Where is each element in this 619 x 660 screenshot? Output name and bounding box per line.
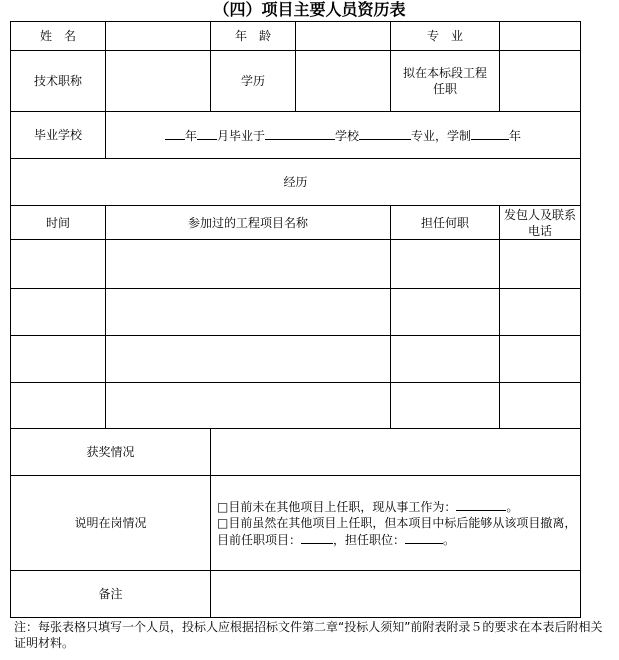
col-role: 担任何职 (391, 206, 500, 240)
year-text: 年 (184, 128, 197, 143)
age-label: 年 龄 (211, 22, 296, 51)
onduty-option-2[interactable] (217, 515, 578, 548)
cell[interactable] (500, 240, 581, 289)
col-contact: 发包人及联系电话 (500, 206, 581, 240)
graduation-info[interactable] (106, 112, 581, 159)
education-field[interactable] (296, 51, 391, 112)
experience-header: 经历 (11, 159, 581, 206)
footnote: 注：每张表格只填写一个人员，投标人应根据招标文件第二章“投标人须知”前附表附录５的要求在本表后附相关证明材料。 (14, 620, 603, 650)
table-row (11, 383, 581, 429)
major-text: 专业，学制 (411, 128, 472, 143)
onduty-label: 说明在岗情况 (11, 476, 211, 571)
resume-table (10, 21, 581, 618)
cell[interactable] (11, 289, 106, 336)
onduty-option-1[interactable] (217, 498, 578, 515)
cell[interactable] (391, 336, 500, 383)
table-row (11, 240, 581, 289)
cell[interactable] (500, 289, 581, 336)
name-field[interactable] (106, 22, 211, 51)
major-field[interactable] (500, 22, 581, 51)
cell[interactable] (106, 240, 391, 289)
opt2-mid: ，担任职位： (333, 533, 406, 547)
cell[interactable] (391, 383, 500, 429)
cell[interactable] (106, 289, 391, 336)
table-row (11, 289, 581, 336)
col-time: 时间 (11, 206, 106, 240)
cell[interactable] (500, 336, 581, 383)
opt1-end: 。 (506, 500, 519, 514)
remarks-field[interactable] (211, 571, 581, 618)
cell[interactable] (500, 383, 581, 429)
tech-title-label: 技术职称 (11, 51, 106, 112)
awards-label: 获奖情况 (11, 429, 211, 476)
table-row (11, 336, 581, 383)
years-text: 年 (509, 128, 522, 143)
tech-title-field[interactable] (106, 51, 211, 112)
cell[interactable] (106, 383, 391, 429)
age-field[interactable] (296, 22, 391, 51)
opt1-text: □目前未在其他项目上任职，现从事工作为： (217, 500, 457, 514)
cell[interactable] (11, 383, 106, 429)
cell[interactable] (106, 336, 391, 383)
proposed-role-field[interactable] (500, 51, 581, 112)
cell[interactable] (391, 240, 500, 289)
col-project: 参加过的工程项目名称 (106, 206, 391, 240)
school-label: 毕业学校 (11, 112, 106, 159)
onduty-options[interactable] (211, 476, 581, 571)
education-label: 学历 (211, 51, 296, 112)
opt2-end: 。 (443, 533, 456, 547)
proposed-role-label: 拟在本标段工程任职 (391, 51, 500, 112)
opt2-text: □目前虽然在其他项目上任职，但本项目中标后能够从该项目撤离，目前任职项目： (217, 516, 577, 547)
name-label: 姓 名 (11, 22, 106, 51)
cell[interactable] (11, 336, 106, 383)
major-label: 专 业 (391, 22, 500, 51)
remarks-label: 备注 (11, 571, 211, 618)
cell[interactable] (11, 240, 106, 289)
awards-field[interactable] (211, 429, 581, 476)
page-title: （四）项目主要人员资历表 (213, 0, 406, 19)
cell[interactable] (391, 289, 500, 336)
school-text: 学校 (334, 128, 359, 143)
month-text: 月毕业于 (216, 128, 265, 143)
